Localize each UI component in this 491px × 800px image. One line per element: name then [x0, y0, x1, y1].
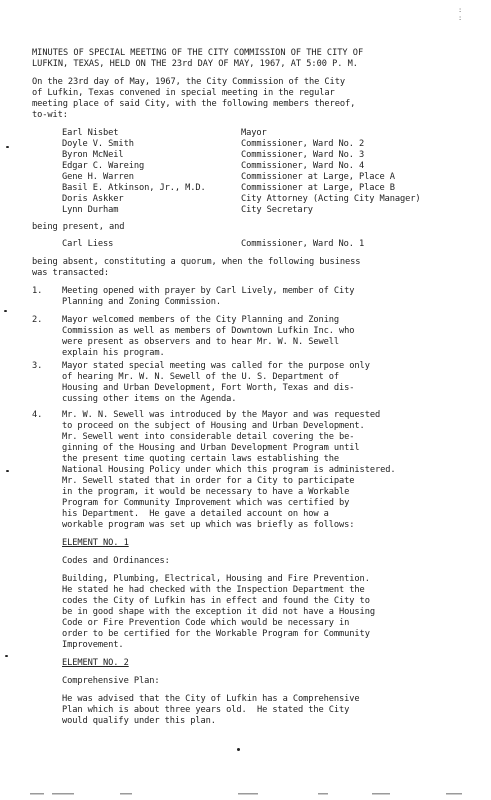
item-text-line: the present time quoting certain laws establishing the	[62, 454, 340, 464]
element-2-subheading: Comprehensive Plan:	[62, 676, 160, 686]
item-number: 3.	[32, 361, 43, 371]
absent-member-name: Carl Liess	[62, 239, 114, 249]
member-title: City Secretary	[241, 205, 313, 215]
member-title: Commissioner at Large, Place A	[241, 172, 395, 182]
item-text-line: explain his program.	[62, 348, 165, 358]
member-name: Edgar C. Wareing	[62, 161, 145, 171]
member-name: Doyle V. Smith	[62, 139, 134, 149]
being-present-line: being present, and	[32, 222, 125, 232]
minutes-title-line-2: LUFKIN, TEXAS, HELD ON THE 23rd DAY OF MAY, 1967, AT 5:00 P. M.	[32, 59, 358, 69]
item-text-line: his Department. He gave a detailed account on how a	[62, 509, 329, 519]
item-text-line: Planning and Zoning Commission.	[62, 297, 222, 307]
quorum-line: was transacted:	[32, 268, 109, 278]
element-1-text-line: codes the City of Lufkin has in effect and found the City to	[62, 596, 370, 606]
bottom-scan-artifacts	[0, 788, 491, 800]
member-name: Earl Nisbet	[62, 128, 119, 138]
scan-speck	[5, 655, 8, 657]
element-1-text-line: Building, Plumbing, Electrical, Housing and Fire Prevention.	[62, 574, 370, 584]
item-text-line: Mr. Sewell went into considerable detail covering the be-	[62, 432, 355, 442]
member-name: Lynn Durham	[62, 205, 119, 215]
scan-speck	[237, 748, 240, 751]
item-text-line: were present as observers and to hear Mr. W. N. Sewell	[62, 337, 340, 347]
top-right-page-mark: : :	[458, 6, 463, 22]
element-1-subheading: Codes and Ordinances:	[62, 556, 170, 566]
element-1-text-line: Improvement.	[62, 640, 124, 650]
member-name: Doris Askker	[62, 194, 124, 204]
item-text-line: in the program, it would be necessary to have a Workable	[62, 487, 350, 497]
item-text-line: cussing other items on the Agenda.	[62, 394, 237, 404]
intro-line: to-wit:	[32, 110, 68, 120]
element-1-text-line: order to be certified for the Workable Program for Community	[62, 629, 370, 639]
item-number: 4.	[32, 410, 43, 420]
intro-line: of Lufkin, Texas convened in special meeting in the regular	[32, 88, 335, 98]
element-2-text-line: Plan which is about three years old. He stated the City	[62, 705, 350, 715]
element-1-heading: ELEMENT NO. 1	[62, 538, 129, 548]
element-2-heading: ELEMENT NO. 2	[62, 658, 129, 668]
item-text-line: Mr. W. N. Sewell was introduced by the Mayor and was requested	[62, 410, 381, 420]
intro-line: meeting place of said City, with the following members thereof,	[32, 99, 356, 109]
intro-line: On the 23rd day of May, 1967, the City Commission of the City	[32, 77, 345, 87]
absent-member-title: Commissioner, Ward No. 1	[241, 239, 365, 249]
quorum-line: being absent, constituting a quorum, when the following business	[32, 257, 361, 267]
member-title: Commissioner, Ward No. 4	[241, 161, 365, 171]
item-text-line: Program for Community Improvement which was certified by	[62, 498, 350, 508]
item-text-line: workable program was set up which was briefly as follows:	[62, 520, 355, 530]
item-text-line: of hearing Mr. W. N. Sewell of the U. S. Department of	[62, 372, 340, 382]
member-title: City Attorney (Acting City Manager)	[241, 194, 421, 204]
element-2-text-line: He was advised that the City of Lufkin has a Comprehensive	[62, 694, 360, 704]
member-name: Byron McNeil	[62, 150, 124, 160]
scan-speck	[6, 146, 9, 148]
element-1-text-line: Code or Fire Prevention Code which would be necessary in	[62, 618, 350, 628]
element-1-text-line: be in good shape with the exception it did not have a Housing	[62, 607, 375, 617]
member-name: Gene H. Warren	[62, 172, 134, 182]
scan-speck	[4, 310, 7, 312]
scan-speck	[6, 470, 9, 472]
member-title: Commissioner, Ward No. 3	[241, 150, 365, 160]
member-title: Commissioner at Large, Place B	[241, 183, 395, 193]
item-text-line: Commission as well as members of Downtown Lufkin Inc. who	[62, 326, 355, 336]
element-1-text-line: He stated he had checked with the Inspection Department the	[62, 585, 365, 595]
item-text-line: Housing and Urban Development, Fort Worth, Texas and dis-	[62, 383, 355, 393]
member-title: Commissioner, Ward No. 2	[241, 139, 365, 149]
item-text-line: Mayor welcomed members of the City Planning and Zoning	[62, 315, 340, 325]
element-2-text-line: would qualify under this plan.	[62, 716, 216, 726]
item-text-line: National Housing Policy under which this program is administered.	[62, 465, 396, 475]
item-text-line: Meeting opened with prayer by Carl Lively, member of City	[62, 286, 355, 296]
minutes-title-line-1: MINUTES OF SPECIAL MEETING OF THE CITY COMMISSION OF THE CITY OF	[32, 48, 364, 58]
item-number: 2.	[32, 315, 43, 325]
item-text-line: to proceed on the subject of Housing and Urban Development.	[62, 421, 365, 431]
member-title: Mayor	[241, 128, 267, 138]
item-text-line: ginning of the Housing and Urban Development Program until	[62, 443, 360, 453]
member-name: Basil E. Atkinson, Jr., M.D.	[62, 183, 206, 193]
item-number: 1.	[32, 286, 43, 296]
item-text-line: Mayor stated special meeting was called for the purpose only	[62, 361, 370, 371]
item-text-line: Mr. Sewell stated that in order for a City to participate	[62, 476, 355, 486]
